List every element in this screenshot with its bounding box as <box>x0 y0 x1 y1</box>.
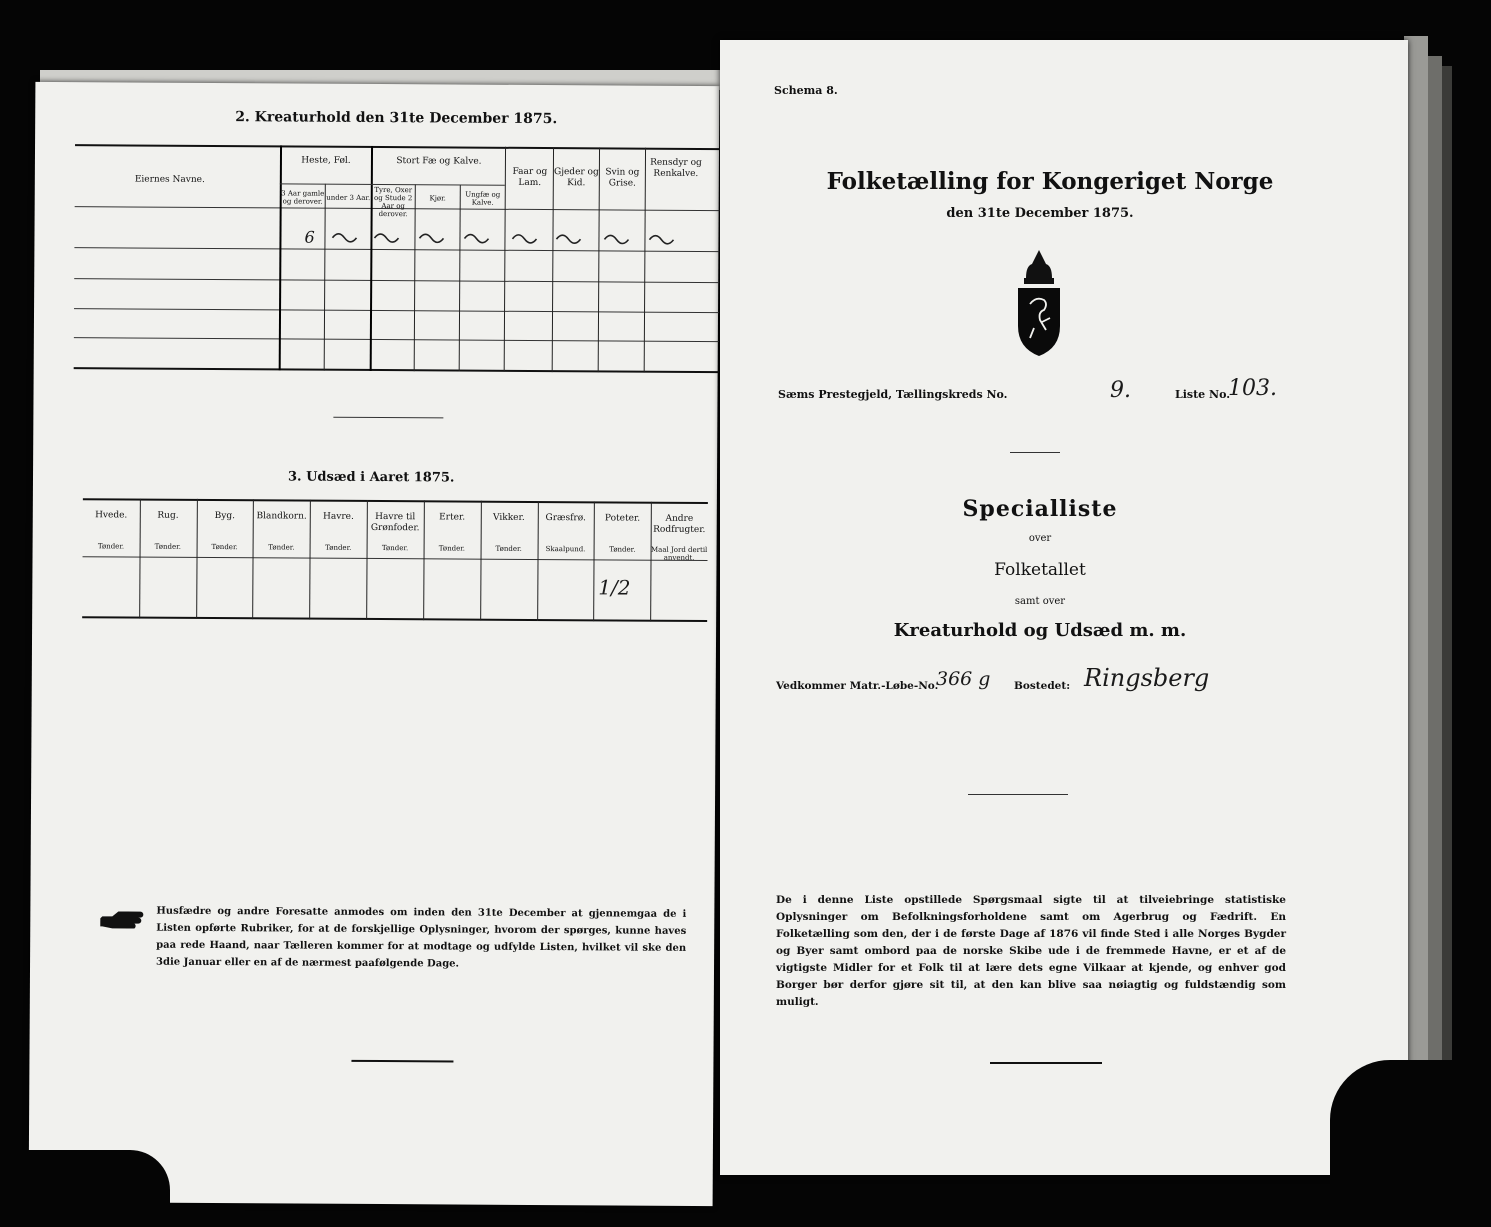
prestegjeld-label: Sæms Prestegjeld, Tællingskreds No. <box>778 388 1008 401</box>
section3-col-unit: Tønder. <box>438 544 466 553</box>
heste-sub1: 3 Aar gamle og derover. <box>281 189 325 206</box>
section3-col-name: Byg. <box>214 511 235 522</box>
left-page <box>29 82 720 1206</box>
liste-no: 103. <box>1228 376 1277 401</box>
section3-col-unit: Tønder. <box>381 544 409 553</box>
section3-col-name: Andre Rodfrugter. <box>653 513 706 536</box>
right-notice: De i denne Liste opstillede Spørgsmaal sigte til at tilveiebringe statistiske Oplysninger om Befolkningsforholdene samt om Agerbrug og Fædrift. En Folketælling som den, der i de første Dage af 1876 vil finde Sted i alle Norges Bygder og Byer samt ombord paa de norske Skibe ude i de fremmede Havne, er et af de vigtigste Midler for et Folk til at lære dets egne Vilkaar at kjende, og enhver god Borger bør derfor gjøre sit til, at den kan blive saa nøiagtig og fuldstændig som muligt. <box>776 894 1286 1008</box>
section3-col-unit: Tønder. <box>97 542 125 551</box>
owner-header: Eiernes Navne. <box>134 174 205 185</box>
row-line <box>74 278 719 283</box>
schema-label: Schema 8. <box>774 84 838 97</box>
section3-col-unit: Tønder. <box>609 545 636 554</box>
stort-header: Stort Fæ og Kalve. <box>396 156 482 167</box>
gjeder-header: Gjeder og Kid. <box>553 167 599 189</box>
bosted-label: Bostedet: <box>1014 680 1071 692</box>
col-line <box>459 185 461 372</box>
left-notice: Husfædre og andre Foresatte anmodes om inden den 31te December at gjennemgaa de i Listen opførte Rubriker, for at de forskjellige Oplysninger, hvorom der spørges, kunne haves paa rede Haand, naar Tælleren kommer for at modtage og udfylde Listen, hvilket vil ske den 3die Januar eller en af de nærmest paafølgende Dage. <box>156 905 687 970</box>
page-edge <box>1428 56 1442 1146</box>
section2-title: 2. Kreaturhold den 31te December 1875. <box>235 109 558 128</box>
section3-col-name: Poteter. <box>604 513 641 524</box>
pointing-hand-icon <box>100 908 150 930</box>
folketallet: Folketallet <box>994 560 1086 580</box>
rensdyr-header: Rensdyr og Renkalve. <box>650 157 702 179</box>
separator <box>333 417 443 419</box>
section3-col-name: Havre. <box>323 511 354 522</box>
dash-marks <box>324 224 704 250</box>
census-date: den 31te December 1875. <box>946 206 1134 221</box>
table-bottom-rule <box>74 367 719 373</box>
col-line <box>279 145 282 370</box>
stort-sub1: Tyre, Oxer og Stude 2 Aar og derover. <box>374 185 413 219</box>
page-edge <box>1442 66 1452 1136</box>
right-page <box>720 40 1408 1175</box>
section3-col-unit: Tønder. <box>154 542 181 551</box>
section3-col-name: Vikker. <box>493 512 525 523</box>
svin-header: Svin og Grise. <box>605 167 640 189</box>
table-top-rule <box>75 144 720 150</box>
bosted-value: Ringsberg <box>1084 664 1210 692</box>
section3-col-unit: Skaalpund. <box>545 545 586 554</box>
census-title: Folketælling for Kongeriget Norge <box>826 168 1274 195</box>
section3-col-unit: Tønder. <box>325 543 352 552</box>
matr-label: Vedkommer Matr.-Løbe-No. <box>776 680 939 692</box>
section3-col-name: Blandkorn. <box>256 511 307 522</box>
scan-shadow <box>0 1150 170 1227</box>
poteter-value: 1/2 <box>598 575 631 600</box>
section3-col-name: Græsfrø. <box>545 513 586 524</box>
table3-bottom-rule <box>82 616 707 622</box>
separator <box>1010 452 1060 453</box>
kreds-no: 9. <box>1110 378 1131 403</box>
separator <box>968 794 1068 795</box>
section3-col-name: Hvede. <box>95 510 128 521</box>
heste-sub2: under 3 Aar. <box>326 193 371 202</box>
over-1: over <box>1028 533 1052 544</box>
row-line <box>74 308 719 313</box>
stort-sub3: Ungfæ og Kalve. <box>465 190 501 207</box>
section3-col-unit: Tønder. <box>211 543 238 552</box>
col-line <box>324 184 326 371</box>
col-line <box>504 147 506 372</box>
matr-no: 366 g <box>936 668 991 690</box>
kreaturhold-line: Kreaturhold og Udsæd m. m. <box>893 620 1187 641</box>
table3-header-rule <box>83 556 708 561</box>
faar-header: Faar og Lam. <box>512 166 548 189</box>
section3-col-unit: Tønder. <box>495 544 522 553</box>
samt-over: samt over <box>1014 596 1066 607</box>
section3-col-name: Rug. <box>157 510 179 521</box>
row-line <box>74 337 719 342</box>
heste-value: 6 <box>304 227 315 247</box>
scan-shadow <box>1330 1060 1491 1227</box>
section3-title: 3. Udsæd i Aaret 1875. <box>287 469 455 486</box>
bottom-separator <box>990 1062 1102 1064</box>
section3-col-unit: Maal Jord dertil anvendt. <box>650 545 708 562</box>
liste-label: Liste No. <box>1175 388 1231 401</box>
section3-col-name: Erter. <box>439 512 466 523</box>
bottom-separator <box>351 1060 453 1063</box>
specialliste: Specialliste <box>962 496 1118 522</box>
heste-header: Heste, Føl. <box>301 155 351 166</box>
section3-col-name: Havre til Grønfoder. <box>370 512 420 534</box>
stort-sub2: Kjør. <box>429 194 446 203</box>
table3-top-rule <box>83 498 708 504</box>
col-line <box>370 146 373 371</box>
norwegian-coat-of-arms-icon <box>1014 248 1064 358</box>
section3-col-unit: Tønder. <box>268 543 295 552</box>
